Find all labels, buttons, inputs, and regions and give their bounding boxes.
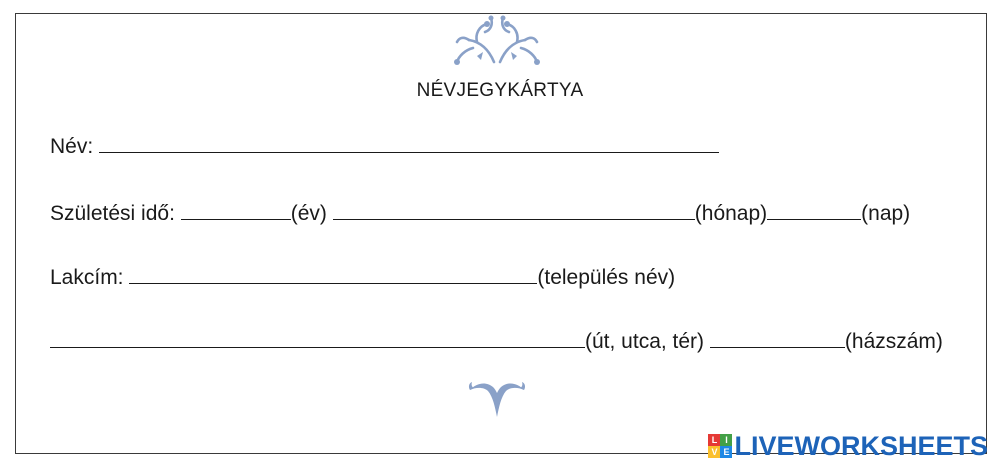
day-suffix: (nap): [861, 202, 911, 225]
town-suffix: (település név): [537, 266, 676, 289]
liveworksheets-watermark: [708, 430, 988, 461]
watermark-text: LIVEWORKSHEETS: [734, 430, 988, 461]
logo-letter-e: E: [720, 446, 732, 458]
card-title: NÉVJEGYKÁRTYA: [416, 80, 584, 101]
name-row: [50, 132, 719, 160]
liveworksheets-logo-icon: [708, 434, 732, 458]
year-blank[interactable]: [181, 199, 291, 220]
floral-ornament-top-icon: [447, 12, 547, 67]
floral-ornament-bottom-icon: [466, 377, 528, 419]
month-blank[interactable]: [333, 199, 695, 220]
name-blank[interactable]: [99, 132, 719, 153]
address-row: [50, 263, 675, 291]
logo-letter-i: I: [720, 434, 732, 446]
logo-letter-v: V: [708, 446, 720, 458]
month-suffix: (hónap): [694, 202, 768, 225]
street-row: [50, 327, 943, 355]
house-number-blank[interactable]: [710, 327, 845, 348]
street-suffix: (út, utca, tér): [585, 330, 705, 353]
name-label: Név:: [50, 135, 94, 158]
birth-label: Születési idő:: [50, 202, 175, 225]
town-blank[interactable]: [129, 263, 537, 284]
logo-letter-l: L: [708, 434, 720, 446]
day-blank[interactable]: [767, 199, 861, 220]
address-label: Lakcím:: [50, 266, 124, 289]
house-suffix: (házszám): [844, 330, 943, 353]
birth-date-row: [50, 199, 910, 227]
year-suffix: (év): [290, 202, 327, 225]
street-blank[interactable]: [50, 327, 585, 348]
